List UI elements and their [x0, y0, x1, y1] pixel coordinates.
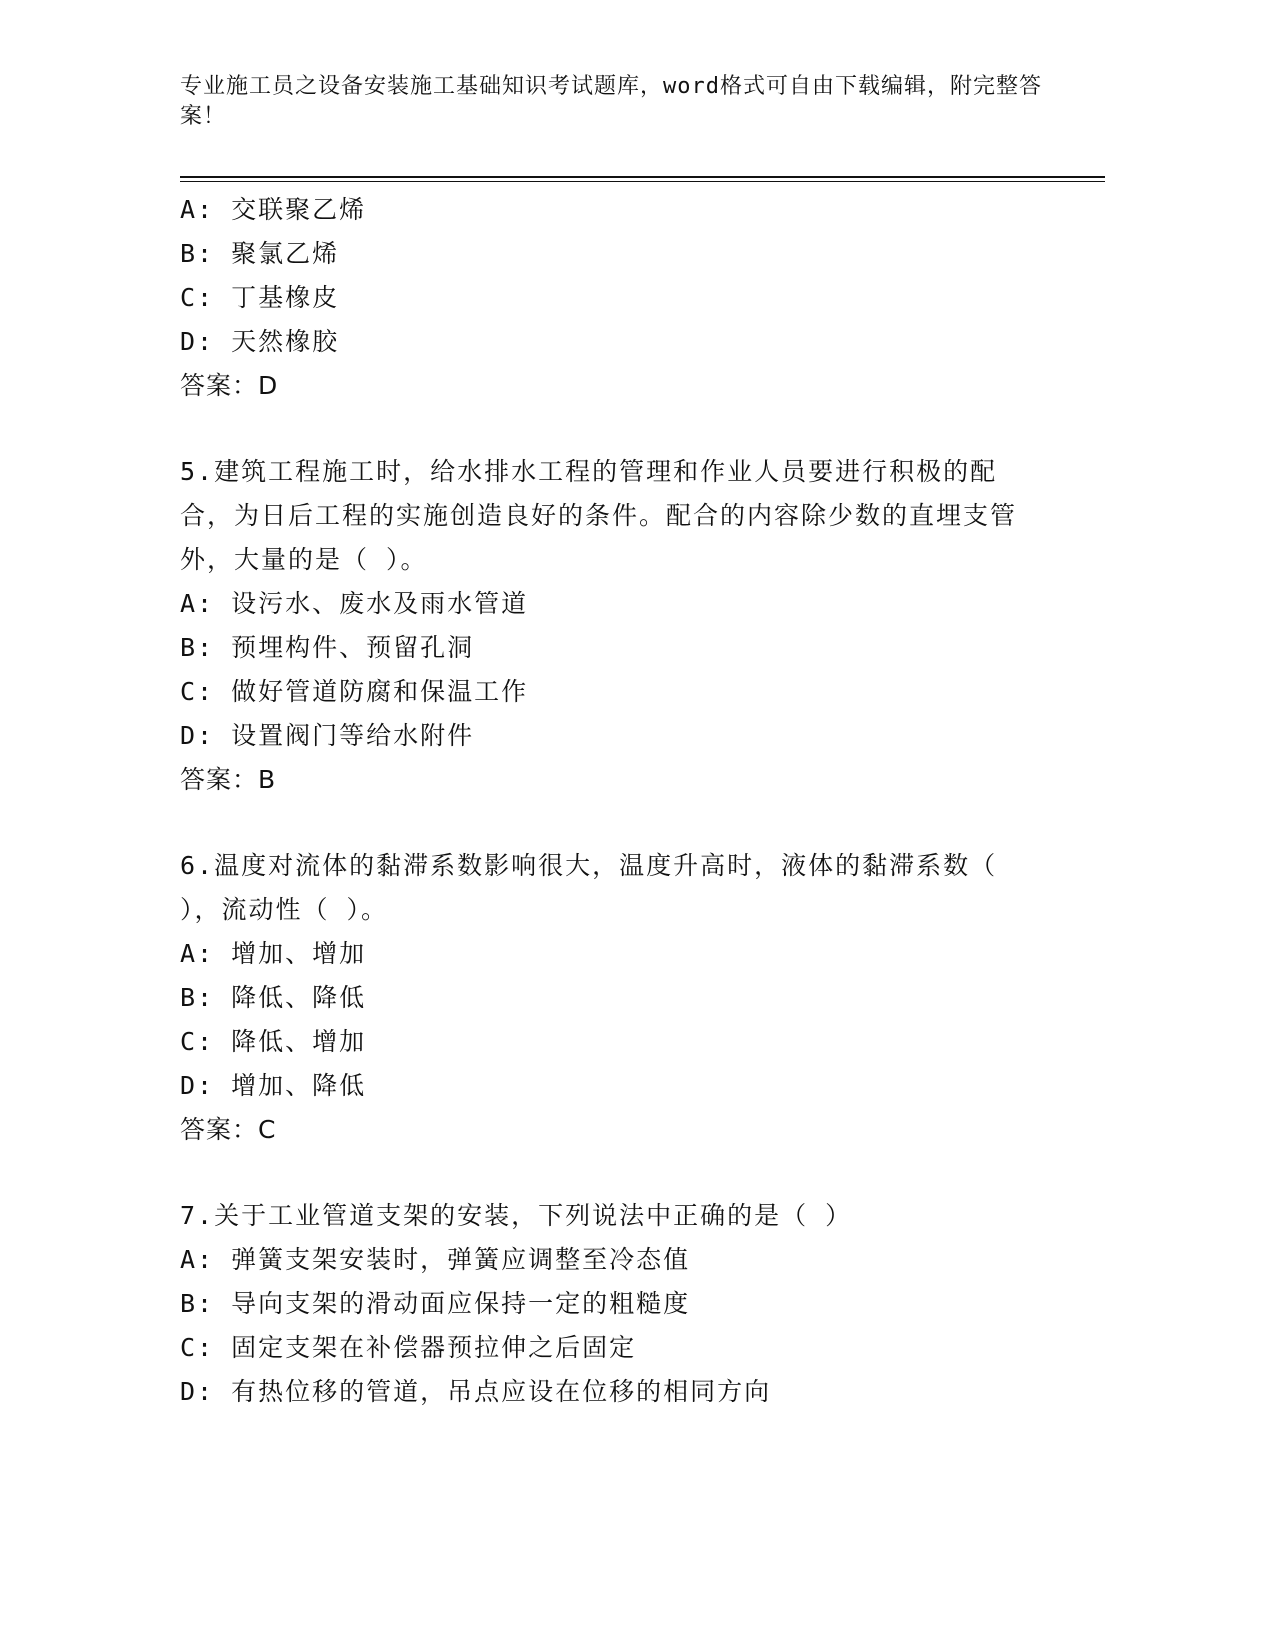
answer-line: 答案：D — [180, 371, 279, 400]
option-a: A: 增加、增加 — [180, 939, 367, 968]
question-4 — [180, 188, 1105, 408]
question-6 — [180, 844, 1105, 1152]
option-c: C: 降低、增加 — [180, 1027, 367, 1056]
option-c: C: 固定支架在补偿器预拉伸之后固定 — [180, 1333, 637, 1362]
answer-line: 答案：B — [180, 765, 277, 794]
question-list — [180, 188, 1105, 1414]
option-b: B: 降低、降低 — [180, 983, 367, 1012]
document-header: 专业施工员之设备安装施工基础知识考试题库，word格式可自由下载编辑，附完整答案！ — [180, 74, 1042, 129]
option-c: C: 丁基橡皮 — [180, 283, 340, 312]
option-c: C: 做好管道防腐和保温工作 — [180, 677, 529, 706]
header-divider-thick — [180, 176, 1105, 178]
option-a: A: 设污水、废水及雨水管道 — [180, 589, 529, 618]
question-5 — [180, 450, 1105, 802]
option-d: D: 天然橡胶 — [180, 327, 340, 356]
option-b: B: 导向支架的滑动面应保持一定的粗糙度 — [180, 1289, 691, 1318]
answer-line: 答案：C — [180, 1115, 277, 1144]
option-a: A: 弹簧支架安装时，弹簧应调整至冷态值 — [180, 1245, 691, 1274]
option-b: B: 预埋构件、预留孔洞 — [180, 633, 475, 662]
spacer — [180, 1152, 1105, 1194]
spacer — [180, 408, 1105, 450]
option-d: D: 增加、降低 — [180, 1071, 367, 1100]
question-stem: 5.建筑工程施工时，给水排水工程的管理和作业人员要进行积极的配合，为日后工程的实施创造良好的条件。配合的内容除少数的直埋支管外，大量的是（ ）。 — [180, 457, 1018, 574]
option-a: A: 交联聚乙烯 — [180, 195, 367, 224]
question-stem: 6.温度对流体的黏滞系数影响很大，温度升高时，液体的黏滞系数（ ），流动性（ ）。 — [180, 851, 998, 924]
option-d: D: 设置阀门等给水附件 — [180, 721, 475, 750]
question-7 — [180, 1194, 1105, 1414]
option-d: D: 有热位移的管道，吊点应设在位移的相同方向 — [180, 1377, 772, 1406]
spacer — [180, 802, 1105, 844]
header-divider-thin — [180, 181, 1105, 182]
option-b: B: 聚氯乙烯 — [180, 239, 340, 268]
question-stem: 7.关于工业管道支架的安装，下列说法中正确的是（ ） — [180, 1201, 853, 1230]
